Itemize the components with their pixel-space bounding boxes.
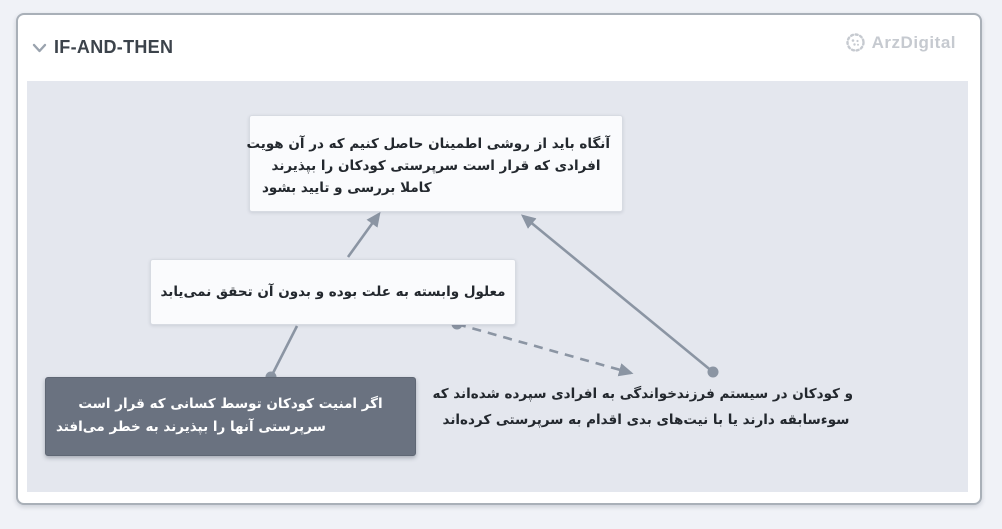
arrow-and-to-then — [348, 214, 379, 257]
and-box-text: معلول وابسته به علت بوده و بدون آن تحقق نمی‌یابد — [160, 284, 506, 300]
connector-dot — [708, 367, 719, 378]
brand-logo — [845, 32, 956, 53]
side-note-text — [432, 381, 853, 433]
dotted-circle-icon — [845, 32, 866, 53]
and-box — [150, 259, 516, 325]
dashed-arrow-and-to-note — [457, 324, 631, 373]
then-box-line: افرادی که قرار است سرپرستی کودکان را بپذیرند — [271, 158, 601, 174]
then-box — [246, 115, 623, 212]
then-box-line: آنگاه باید از روشی اطمینان حاصل کنیم که در آن هویت — [246, 136, 610, 152]
diagram-panel — [27, 81, 968, 492]
section-collapse-toggle[interactable] — [32, 37, 173, 58]
if-box-line: سرپرستی آنها را بپذیرند به خطر می‌افتد — [56, 419, 326, 435]
side-note-line: سوءسابقه دارند یا با نیت‌های بدی اقدام به سرپرستی کرده‌اند — [442, 412, 850, 428]
brand-logo-text: ArzDigital — [871, 32, 956, 52]
if-box-line: اگر امنیت کودکان توسط کسانی که قرار است — [78, 396, 383, 412]
then-box-line: کاملا بررسی و تایید بشود — [262, 180, 432, 196]
side-note-line: و کودکان در سیستم فرزندخواندگی به افرادی سپرده شده‌اند که — [432, 386, 853, 402]
card-header — [18, 15, 980, 81]
chevron-down-icon — [32, 43, 47, 53]
line-if-to-and — [271, 326, 297, 377]
if-box — [45, 377, 416, 456]
content-card — [16, 13, 982, 505]
arrow-note-to-then — [523, 216, 713, 372]
page-title: IF-AND-THEN — [54, 37, 174, 57]
